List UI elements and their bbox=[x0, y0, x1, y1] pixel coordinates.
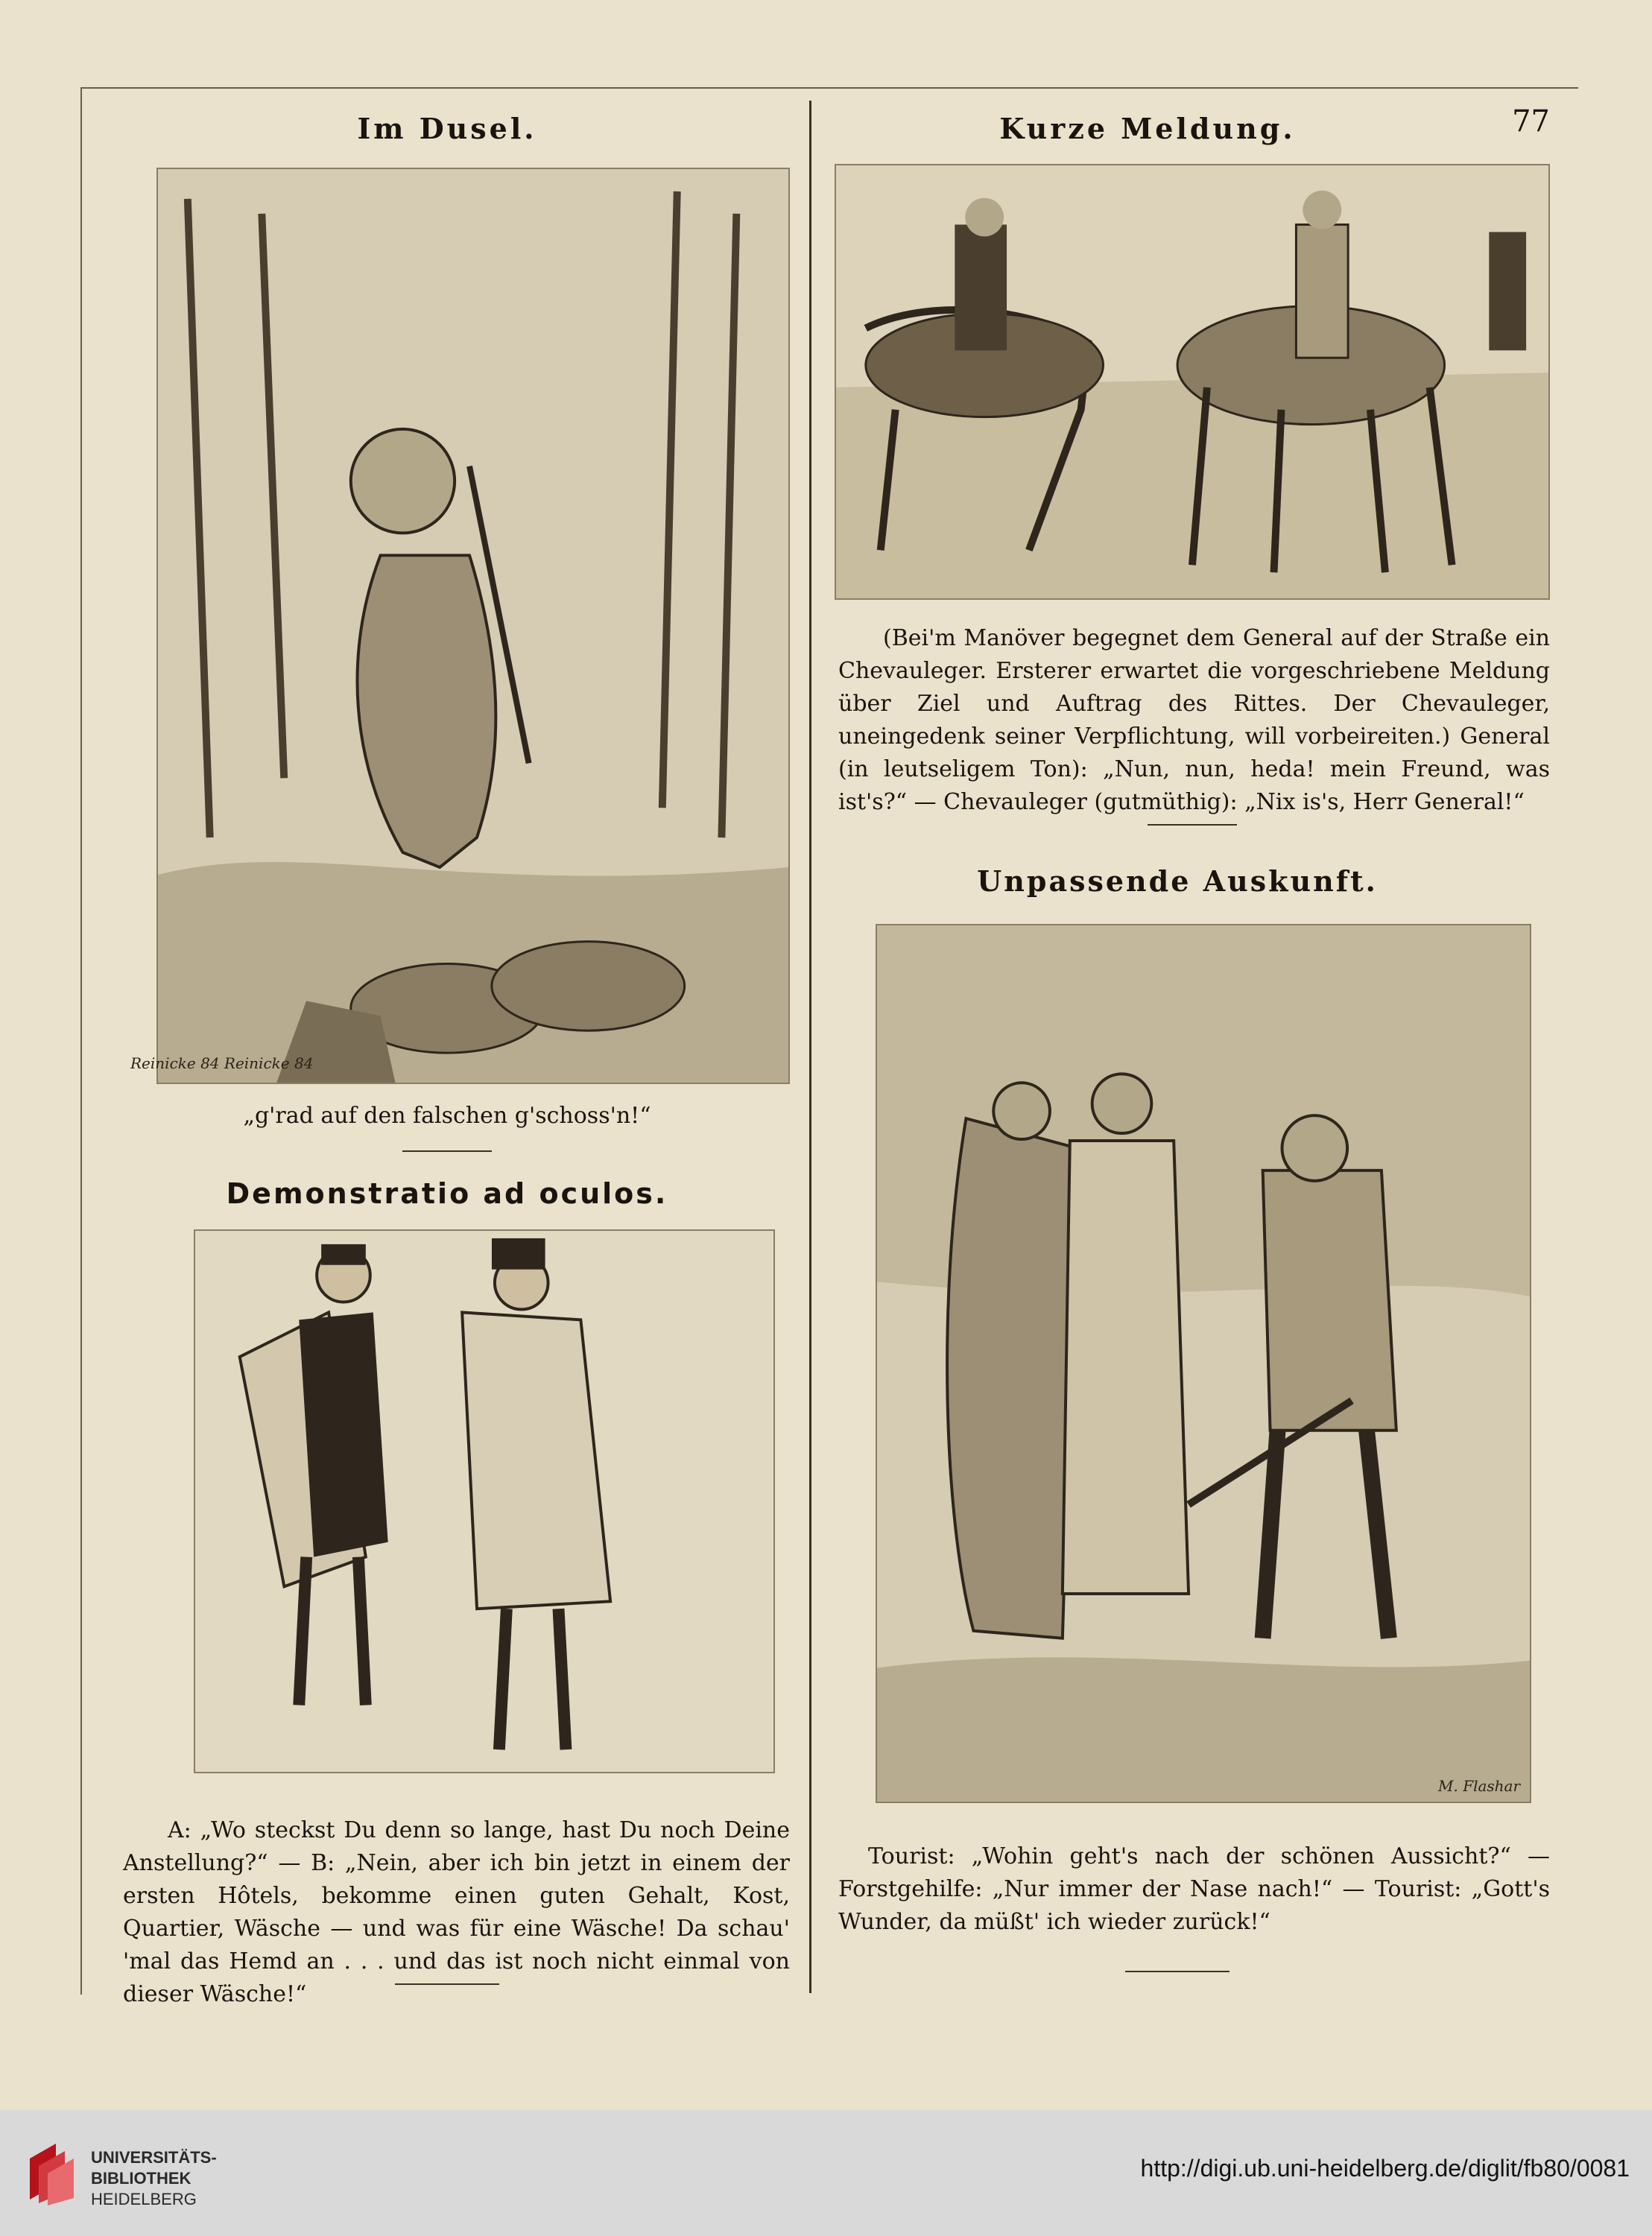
tourists-drawing bbox=[877, 925, 1530, 1802]
logo-text-line-3: HEIDELBERG bbox=[91, 2190, 197, 2208]
illustration-cavalry-meeting bbox=[835, 164, 1550, 600]
cartoon-title-im-dusel: Im Dusel. bbox=[357, 112, 537, 145]
artist-signature-reinicke: Reinicke 84 Reinicke 84 bbox=[130, 1054, 314, 1072]
cartoon-title-kurze-meldung: Kurze Meldung. bbox=[999, 112, 1296, 145]
caption-im-dusel: „g'rad auf den falschen g'schoss'n!“ bbox=[243, 1103, 651, 1129]
digital-copy-link[interactable]: http://digi.ub.uni-heidelberg.de/diglit/fb80/0081 bbox=[1140, 2155, 1630, 2182]
separator-rule-4 bbox=[1125, 1971, 1229, 1972]
artist-signature-flashar: M. Flashar bbox=[1438, 1777, 1521, 1795]
horsemen-drawing bbox=[836, 165, 1548, 598]
left-border-rule bbox=[80, 87, 82, 1995]
hunter-scene-drawing bbox=[158, 169, 788, 1083]
illustration-tourists-and-forester bbox=[876, 924, 1531, 1803]
caption-unpassende-auskunft: Tourist: „Wohin geht's nach der schönen Aussicht?“ — Forstgehilfe: „Nur immer der Nase nach!“ — Tourist: „Gott's Wunder, da müßt' ich wieder zurück!“ bbox=[838, 1843, 1550, 1935]
cartoon-title-demonstratio: Demonstratio ad oculos. bbox=[226, 1177, 668, 1210]
library-logo-icon bbox=[22, 2140, 82, 2207]
cartoon-title-unpassende-auskunft: Unpassende Auskunft. bbox=[977, 864, 1378, 898]
top-border-rule bbox=[80, 87, 1578, 89]
caption-kurze-meldung: (Bei'm Manöver begegnet dem General auf der Straße ein Chevauleger. Ersterer erwartet die vorgeschriebene Meldung über Ziel und Auftrag des Rittes. Der Chevauleger, uneingedenk seiner Verpflichtung, will vorbeireiten.) General (in leutseligem Ton): „Nun, nun, heda! mein Freund, was ist's?“ — Chevauleger (gutmüthig): „Nix is's, Herr General!“ bbox=[838, 625, 1550, 815]
separator-rule-3 bbox=[1148, 824, 1237, 826]
column-divider bbox=[809, 101, 811, 1993]
illustration-hunter-with-hares bbox=[156, 168, 790, 1084]
logo-text-line-1: UNIVERSITÄTS- bbox=[91, 2148, 217, 2167]
two-men-drawing bbox=[195, 1231, 773, 1772]
library-footer-bar bbox=[0, 2110, 1652, 2236]
separator-rule-2 bbox=[395, 1983, 499, 1985]
separator-rule-1 bbox=[402, 1150, 492, 1152]
illustration-two-men-talking bbox=[194, 1229, 775, 1773]
caption-demonstratio: A: „Wo steckst Du denn so lange, hast Du noch Deine Anstellung?“ — B: „Nein, aber ich bin jetzt in einem der ersten Hôtels, bekomme einen guten Gehalt, Kost, Quartier, Wäsche — und was für eine Wäsche! Da schau' 'mal das Hemd an . . . und das ist noch nicht einmal von dieser Wäsche!“ bbox=[123, 1817, 790, 2007]
page-number: 77 bbox=[1512, 104, 1550, 139]
logo-text-line-2: BIBLIOTHEK bbox=[91, 2169, 192, 2188]
